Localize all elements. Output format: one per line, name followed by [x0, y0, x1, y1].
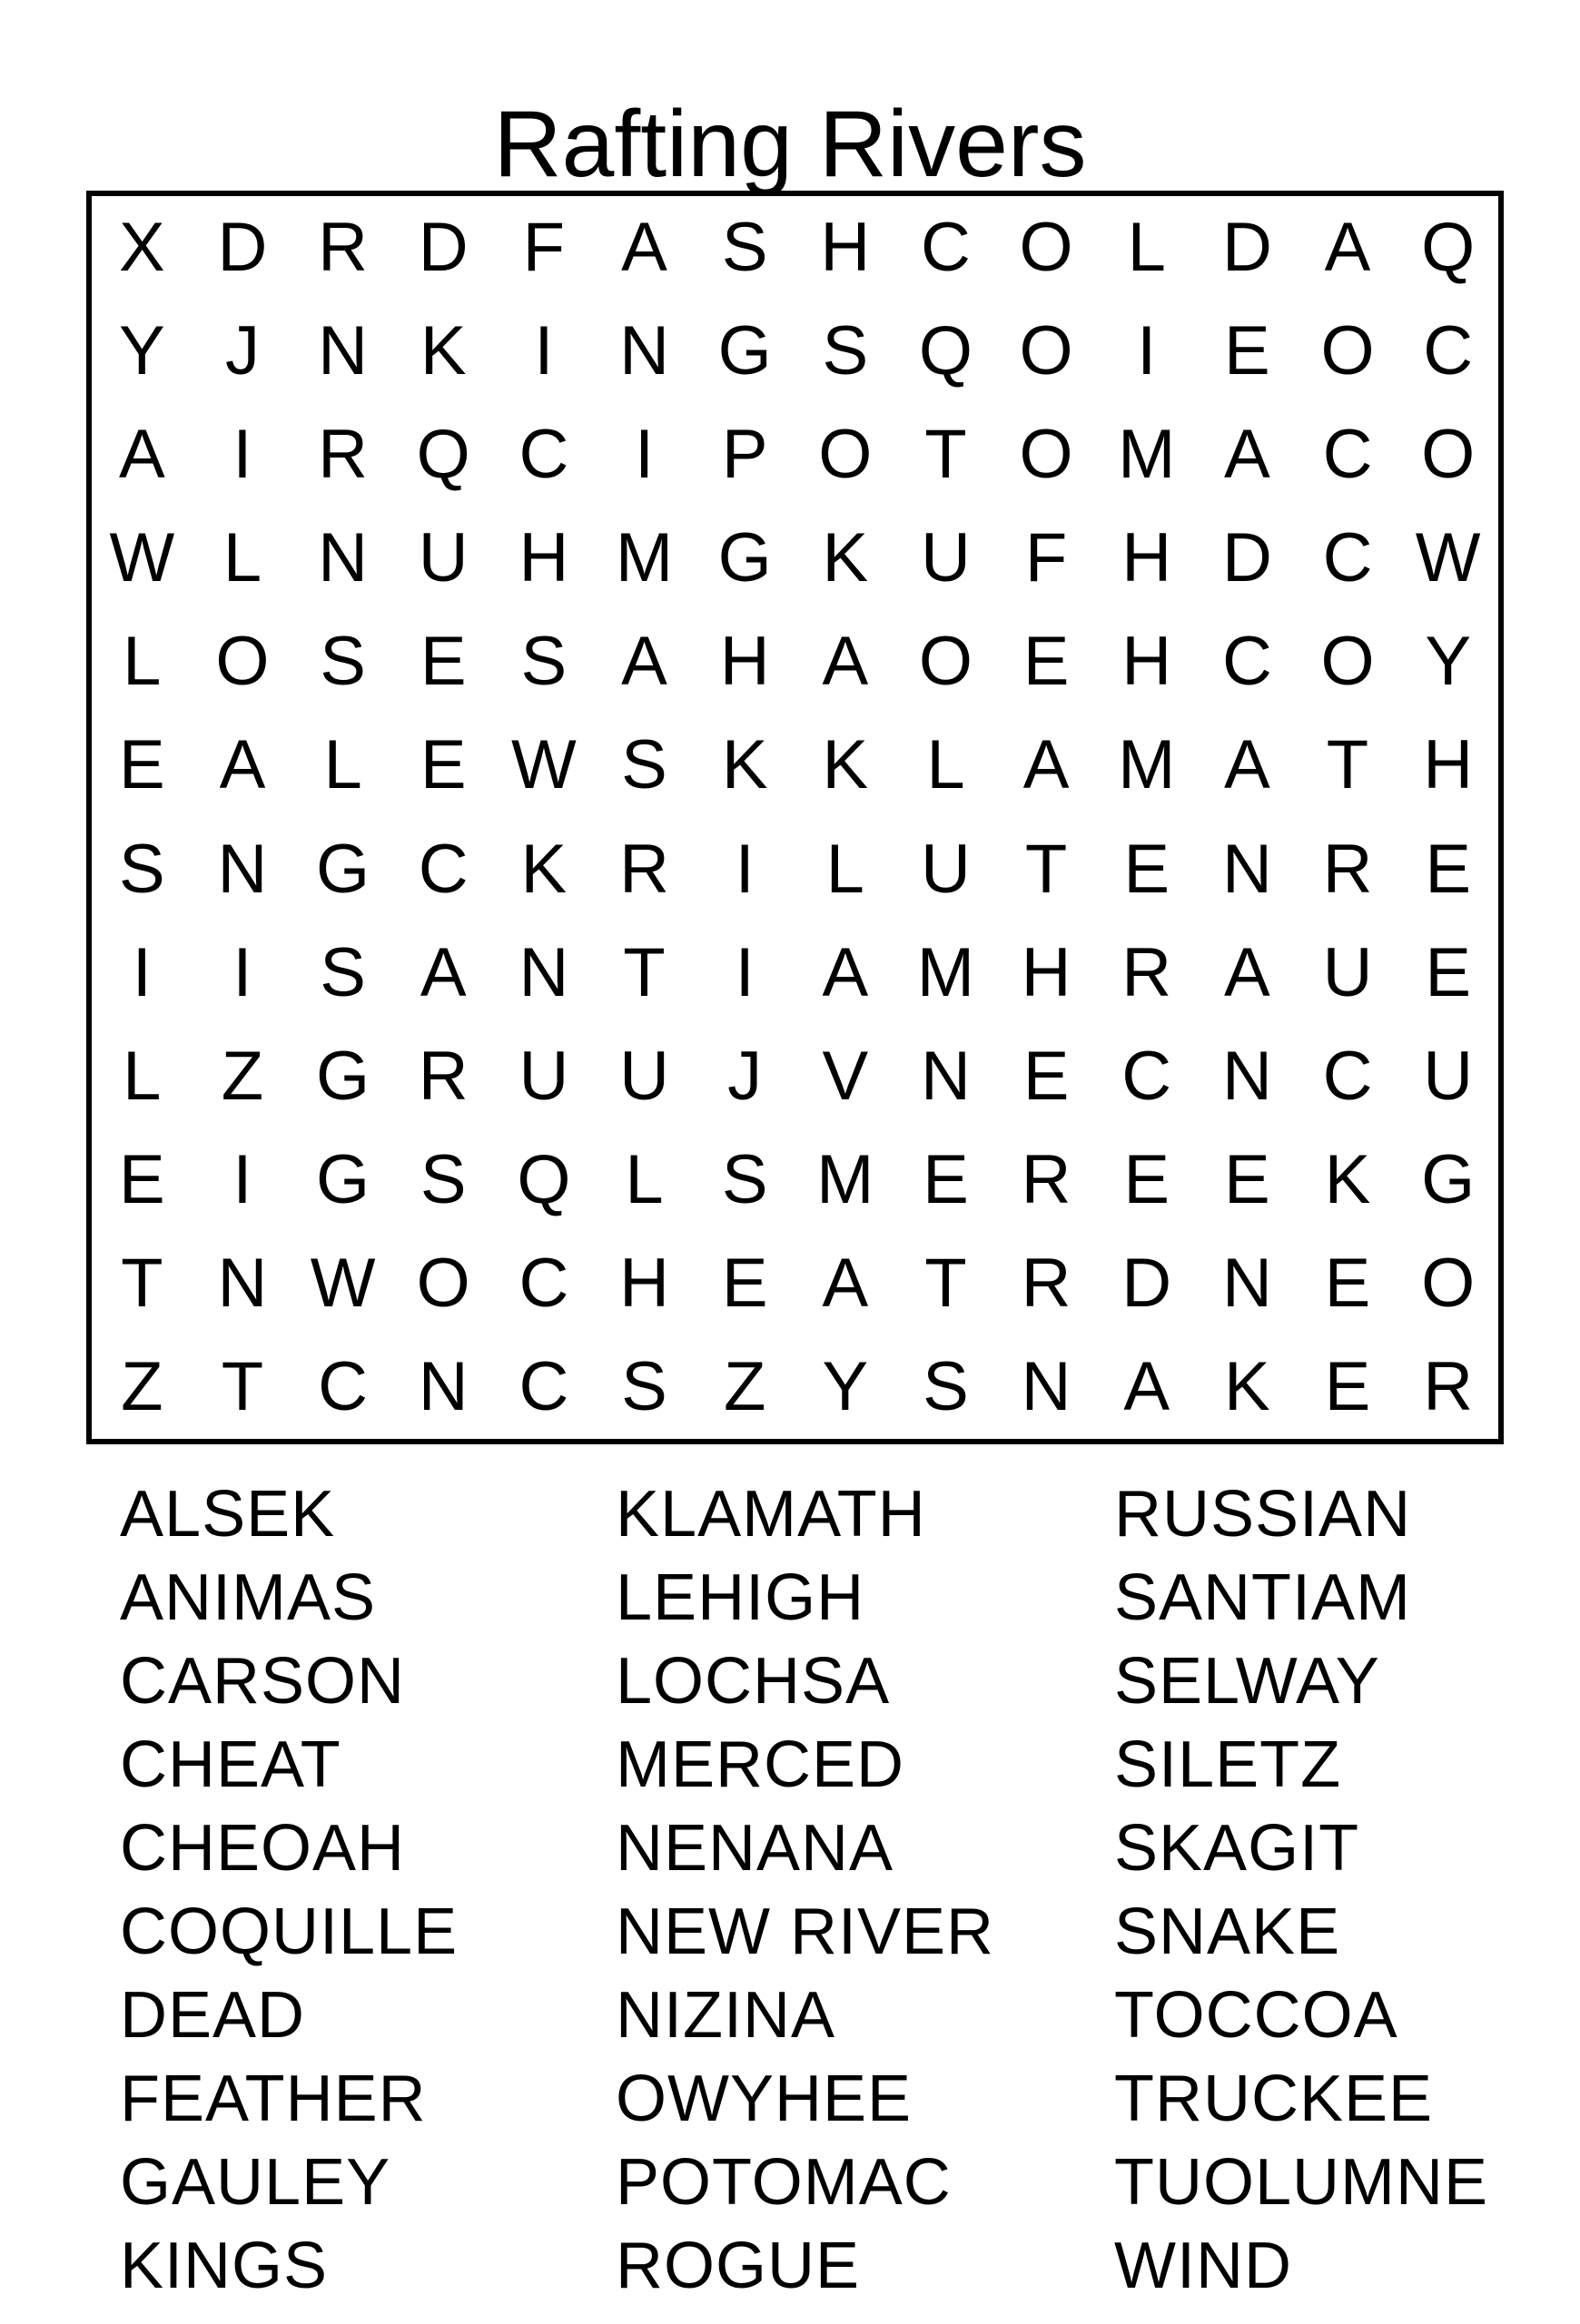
grid-cell: D — [418, 209, 469, 287]
grid-cell: J — [727, 1037, 763, 1115]
grid-cell: A — [1123, 1347, 1170, 1425]
grid-cell: R — [1021, 1244, 1071, 1322]
grid-cell: W — [1415, 519, 1481, 597]
word-item: SKAGIT — [1114, 1812, 1360, 1885]
grid-cell: H — [719, 623, 770, 701]
grid-cell: O — [1019, 416, 1073, 494]
grid-cell: N — [518, 933, 569, 1011]
grid-cell: O — [1421, 1244, 1476, 1322]
grid-cell: G — [717, 519, 772, 597]
grid-cell: O — [1320, 623, 1375, 701]
grid-cell: X — [118, 209, 165, 287]
grid-cell: S — [923, 1347, 969, 1425]
grid-cell: C — [518, 416, 569, 494]
grid-cell: R — [318, 416, 369, 494]
grid-cell: A — [621, 623, 667, 701]
word-item: NIZINA — [616, 1979, 836, 2052]
grid-cell: E — [420, 726, 467, 804]
grid-cell: E — [1022, 1037, 1070, 1115]
grid-cell: D — [1121, 1244, 1172, 1322]
grid-cell: K — [520, 830, 568, 908]
grid-cell: C — [518, 1244, 569, 1322]
word-item: SILETZ — [1114, 1728, 1342, 1801]
grid-cell: L — [222, 519, 262, 597]
word-item: FEATHER — [120, 2063, 427, 2135]
grid-cell: E — [420, 623, 467, 701]
grid-cell: O — [1019, 209, 1073, 287]
grid-cell: I — [735, 933, 755, 1011]
word-item: OWYHEE — [616, 2063, 913, 2135]
grid-cell: K — [1324, 1140, 1371, 1218]
word-item: GAULEY — [120, 2146, 391, 2219]
grid-cell: A — [822, 933, 869, 1011]
word-item: CARSON — [120, 1645, 406, 1718]
word-item: MERCED — [616, 1728, 905, 1801]
grid-cell: V — [822, 1037, 869, 1115]
grid-cell: G — [717, 312, 772, 390]
grid-cell: N — [921, 1037, 971, 1115]
grid-cell: M — [816, 1140, 874, 1218]
grid-cell: M — [916, 933, 975, 1011]
grid-cell: A — [621, 209, 667, 287]
grid-cell: C — [921, 209, 971, 287]
grid-cell: L — [123, 1037, 162, 1115]
grid-cell: M — [615, 519, 674, 597]
word-item: KINGS — [120, 2230, 329, 2302]
grid-cell: C — [1322, 1037, 1373, 1115]
grid-cell: S — [420, 1140, 467, 1218]
grid-cell: Y — [118, 312, 165, 390]
grid-cell: U — [619, 1037, 669, 1115]
grid-cell: C — [518, 1347, 569, 1425]
grid-cell: N — [1221, 1037, 1272, 1115]
grid-cell: S — [621, 726, 667, 804]
word-item: LOCHSA — [616, 1645, 891, 1718]
grid-cell: Q — [517, 1140, 571, 1218]
word-list-column — [1114, 1472, 1488, 2308]
grid-cell: I — [132, 933, 152, 1011]
grid-cell: E — [1324, 1347, 1371, 1425]
grid-cell: F — [1024, 519, 1068, 597]
grid-cell: I — [232, 1140, 252, 1218]
grid-cell: A — [1324, 209, 1371, 287]
grid-cell: C — [1322, 519, 1373, 597]
word-item: TOCCOA — [1114, 1979, 1398, 2052]
grid-cell: J — [224, 312, 260, 390]
word-item: NENANA — [616, 1812, 894, 1885]
grid-cell: W — [511, 726, 577, 804]
grid-cell: Y — [1425, 623, 1472, 701]
grid-cell: M — [1118, 416, 1176, 494]
grid-cell: L — [323, 726, 362, 804]
grid-cell: N — [418, 1347, 469, 1425]
grid-cell: O — [918, 623, 973, 701]
grid-cell: R — [418, 1037, 469, 1115]
grid-cell: T — [1326, 726, 1369, 804]
grid-cell: T — [924, 1244, 967, 1322]
grid-cell: U — [921, 519, 971, 597]
grid-cell: U — [418, 519, 469, 597]
grid-cell: I — [534, 312, 554, 390]
grid-cell: U — [1423, 1037, 1474, 1115]
grid-cell: N — [619, 312, 669, 390]
grid-cell: K — [1224, 1347, 1270, 1425]
grid-cell: M — [1118, 726, 1176, 804]
grid-cell: H — [1021, 933, 1071, 1011]
grid-cell: D — [1221, 519, 1272, 597]
grid-cell: H — [1121, 519, 1172, 597]
grid-cell: I — [634, 416, 655, 494]
grid-cell: F — [522, 209, 566, 287]
grid-cell: Q — [918, 312, 973, 390]
grid-cell: T — [221, 1347, 264, 1425]
grid-cell: N — [318, 312, 369, 390]
grid-cell: G — [316, 1140, 370, 1218]
grid-cell: R — [1021, 1140, 1071, 1218]
grid-cell: C — [418, 830, 469, 908]
word-item: ROGUE — [616, 2230, 861, 2302]
word-item: DEAD — [120, 1979, 306, 2052]
grid-cell: E — [118, 1140, 165, 1218]
grid-cell: A — [1022, 726, 1070, 804]
grid-cell: O — [1320, 312, 1375, 390]
word-item: ANIMAS — [120, 1561, 377, 1634]
grid-cell: A — [1224, 933, 1270, 1011]
grid-cell: S — [822, 312, 869, 390]
grid-cell: R — [619, 830, 669, 908]
word-item: TRUCKEE — [1114, 2063, 1434, 2135]
grid-cell: R — [318, 209, 369, 287]
grid-cell: S — [320, 933, 366, 1011]
grid-cell: C — [1121, 1037, 1172, 1115]
grid-cell: I — [1137, 312, 1157, 390]
grid-cell: E — [1324, 1244, 1371, 1322]
word-item: ALSEK — [120, 1478, 336, 1551]
grid-cell: D — [1221, 209, 1272, 287]
grid-cell: G — [316, 1037, 370, 1115]
grid-cell: Q — [1421, 209, 1476, 287]
word-item: WIND — [1114, 2230, 1292, 2302]
grid-cell: H — [1423, 726, 1474, 804]
grid-cell: W — [109, 519, 175, 597]
grid-cell: E — [1224, 1140, 1270, 1218]
grid-cell: E — [1123, 1140, 1170, 1218]
grid-cell: E — [1425, 830, 1472, 908]
grid-cell: C — [1322, 416, 1373, 494]
grid-cell: C — [1423, 312, 1474, 390]
grid-cell: Z — [121, 1347, 163, 1425]
grid-cell: L — [1127, 209, 1166, 287]
grid-cell: S — [118, 830, 165, 908]
page-title: Rafting Rivers — [493, 91, 1087, 197]
grid-cell: E — [923, 1140, 969, 1218]
grid-cell: L — [825, 830, 864, 908]
grid-cell: O — [215, 623, 270, 701]
grid-cell: I — [232, 416, 252, 494]
grid-cell: A — [822, 623, 869, 701]
grid-cell: E — [118, 726, 165, 804]
word-item: SELWAY — [1114, 1645, 1380, 1718]
grid-cell: O — [416, 1244, 470, 1322]
grid-cell: S — [621, 1347, 667, 1425]
grid-cell: A — [420, 933, 467, 1011]
grid-cell: C — [1221, 623, 1272, 701]
grid-cell: N — [217, 1244, 268, 1322]
grid-cell: A — [822, 1244, 869, 1322]
grid-cell: G — [316, 830, 370, 908]
grid-cell: K — [420, 312, 467, 390]
grid-cell: A — [1224, 726, 1270, 804]
grid-cell: E — [1224, 312, 1270, 390]
grid-cell: L — [625, 1140, 664, 1218]
grid-cell: U — [1322, 933, 1373, 1011]
grid-cell: T — [1024, 830, 1068, 908]
grid-cell: N — [318, 519, 369, 597]
grid-cell: H — [820, 209, 871, 287]
word-item: CHEOAH — [120, 1812, 406, 1885]
grid-cell: Z — [723, 1347, 766, 1425]
word-item: SNAKE — [1114, 1896, 1341, 1968]
grid-cell: S — [320, 623, 366, 701]
grid-cell: E — [1425, 933, 1472, 1011]
grid-cell: O — [818, 416, 873, 494]
grid-cell: T — [924, 416, 967, 494]
grid-cell: A — [118, 416, 165, 494]
grid-cell: L — [926, 726, 965, 804]
grid-cell: I — [232, 933, 252, 1011]
grid-cell: E — [1123, 830, 1170, 908]
grid-cell: A — [219, 726, 266, 804]
grid-cell: W — [310, 1244, 376, 1322]
grid-cell: N — [1021, 1347, 1071, 1425]
grid-cell: K — [721, 726, 768, 804]
grid-cell: L — [123, 623, 162, 701]
grid-cell: H — [1121, 623, 1172, 701]
grid-cell: K — [822, 726, 869, 804]
word-item: KLAMATH — [616, 1478, 926, 1551]
word-list-column — [616, 1472, 994, 2308]
grid-cell: K — [822, 519, 869, 597]
grid-cell: N — [1221, 1244, 1272, 1322]
word-list-column — [120, 1472, 458, 2308]
grid-cell: A — [1224, 416, 1270, 494]
grid-cell: R — [1121, 933, 1172, 1011]
grid-cell: Z — [221, 1037, 264, 1115]
grid-cell: T — [623, 933, 666, 1011]
grid-cell: G — [1421, 1140, 1476, 1218]
grid-cell: D — [217, 209, 268, 287]
word-item: POTOMAC — [616, 2146, 952, 2219]
word-item: CHEAT — [120, 1728, 341, 1801]
grid-cell: S — [520, 623, 568, 701]
grid-cell: Q — [416, 416, 470, 494]
grid-cell: C — [318, 1347, 369, 1425]
grid-cell: H — [518, 519, 569, 597]
grid-cell: E — [721, 1244, 768, 1322]
word-item: RUSSIAN — [1114, 1478, 1412, 1551]
grid-cell: H — [619, 1244, 669, 1322]
word-item: NEW RIVER — [616, 1896, 995, 1968]
grid-cell: U — [921, 830, 971, 908]
word-item: SANTIAM — [1114, 1561, 1412, 1634]
word-item: LEHIGH — [616, 1561, 865, 1634]
grid-cell: R — [1322, 830, 1373, 908]
grid-cell: P — [721, 416, 768, 494]
grid-cell: S — [721, 209, 768, 287]
grid-cell: O — [1421, 416, 1476, 494]
letter-grid — [86, 191, 1504, 1444]
grid-cell: N — [1221, 830, 1272, 908]
grid-cell: N — [217, 830, 268, 908]
word-item: TUOLUMNE — [1114, 2146, 1489, 2219]
grid-cell: E — [1022, 623, 1070, 701]
word-item: COQUILLE — [120, 1896, 459, 1968]
grid-cell: U — [518, 1037, 569, 1115]
grid-cell: O — [1019, 312, 1073, 390]
grid-cell: R — [1423, 1347, 1474, 1425]
grid-cell: I — [735, 830, 755, 908]
grid-cell: Y — [822, 1347, 869, 1425]
grid-cell: S — [721, 1140, 768, 1218]
grid-cell: T — [121, 1244, 163, 1322]
